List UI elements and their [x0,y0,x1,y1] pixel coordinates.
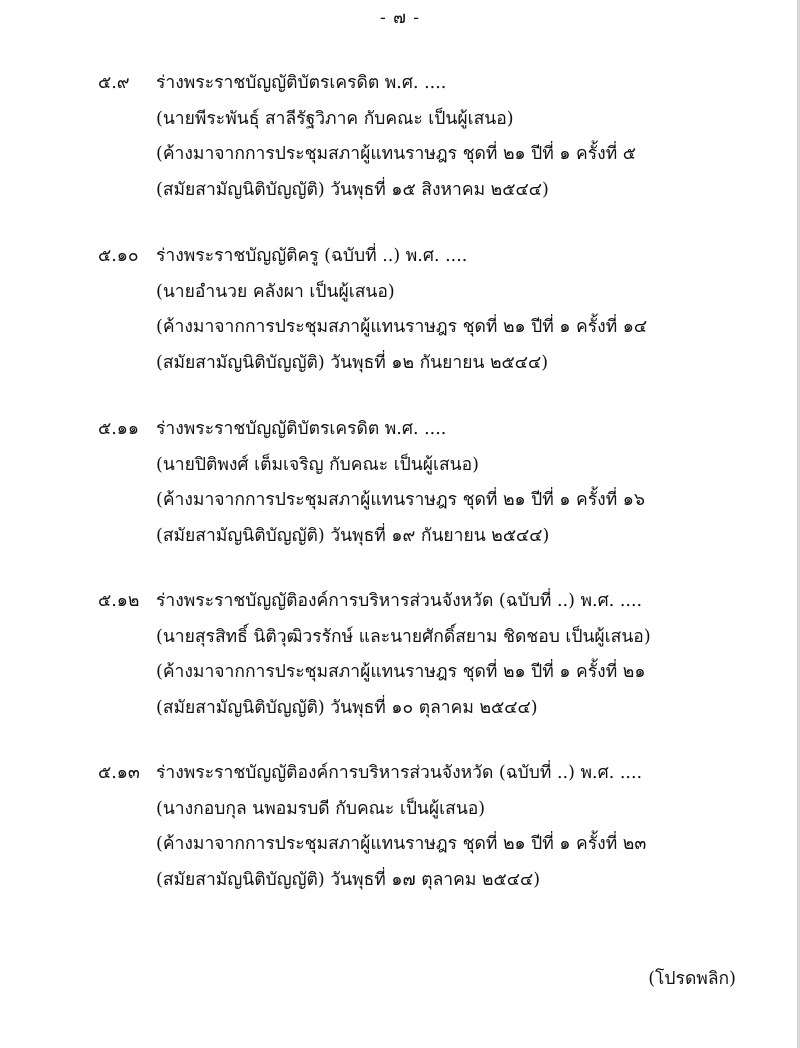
item-number: ๕.๑๒ [98,591,140,611]
item-carried-over: (ค้างมาจากการประชุมสภาผู้แทนราษฎร ชุดที่ ๒๑ ปีที่ ๑ ครั้งที่ ๑๔ [156,317,648,337]
item-proposer: (นายอำนวย คลังผา เป็นผู้เสนอ) [156,281,395,302]
item-title: ร่างพระราชบัญญัติบัตรเครดิต พ.ศ. .... [156,73,447,93]
item-proposer: (นายปิติพงศ์ เต็มเจริญ กับคณะ เป็นผู้เสนอ) [156,454,479,475]
item-number: ๕.๑๑ [98,419,140,439]
item-number: ๕.๑๐ [98,246,139,266]
item-session: (สมัยสามัญนิติบัญญัติ) วันพุธที่ ๑๙ กันยายน ๒๕๔๔) [156,525,550,546]
item-title: ร่างพระราชบัญญัติครู (ฉบับที่ ..) พ.ศ. .... [156,246,468,266]
item-title-line [98,412,778,448]
please-turn-over-note: (โปรดพลิก) [648,969,736,989]
item-session: (สมัยสามัญนิติบัญญัติ) วันพุธที่ ๑๐ ตุลาคม ๒๕๔๔) [156,697,538,718]
agenda-item [98,412,778,554]
item-proposer: (นายสุรสิทธิ์ นิติวุฒิวรรักษ์ และนายศักดิ์สยาม ชิดชอบ เป็นผู้เสนอ) [156,626,651,647]
item-carried-over: (ค้างมาจากการประชุมสภาผู้แทนราษฎร ชุดที่ ๒๑ ปีที่ ๑ ครั้งที่ ๒๑ [156,662,646,682]
agenda-item [98,66,778,208]
item-carried-over: (ค้างมาจากการประชุมสภาผู้แทนราษฎร ชุดที่ ๒๑ ปีที่ ๑ ครั้งที่ ๕ [156,144,637,164]
item-title: ร่างพระราชบัญญัติบัตรเครดิต พ.ศ. .... [156,419,447,439]
agenda-item [98,756,778,898]
agenda-item [98,584,778,726]
item-carried-over: (ค้างมาจากการประชุมสภาผู้แทนราษฎร ชุดที่ ๒๑ ปีที่ ๑ ครั้งที่ ๒๓ [156,834,647,854]
item-number: ๕.๙ [98,73,130,93]
item-title-line [98,756,778,792]
item-number: ๕.๑๓ [98,763,140,783]
item-proposer: (นายพีระพันธุ์ สาลีรัฐวิภาค กับคณะ เป็นผู้เสนอ) [156,108,514,129]
item-title-line [98,66,778,102]
item-title-line [98,584,778,620]
item-proposer: (นางกอบกุล นพอมรบดี กับคณะ เป็นผู้เสนอ) [156,798,486,819]
item-title-line [98,239,778,275]
agenda-item [98,239,778,381]
item-session: (สมัยสามัญนิติบัญญัติ) วันพุธที่ ๑๕ สิงหาคม ๒๕๔๔) [156,179,549,200]
item-title: ร่างพระราชบัญญัติองค์การบริหารส่วนจังหวัด (ฉบับที่ ..) พ.ศ. .... [156,763,643,783]
item-session: (สมัยสามัญนิติบัญญัติ) วันพุธที่ ๑๒ กันยายน ๒๕๔๔) [156,352,549,373]
item-title: ร่างพระราชบัญญัติองค์การบริหารส่วนจังหวัด (ฉบับที่ ..) พ.ศ. .... [156,591,643,611]
page-number: - ๗ - [379,8,421,28]
item-carried-over: (ค้างมาจากการประชุมสภาผู้แทนราษฎร ชุดที่ ๒๑ ปีที่ ๑ ครั้งที่ ๑๖ [156,490,646,510]
item-session: (สมัยสามัญนิติบัญญัติ) วันพุธที่ ๑๗ ตุลาคม ๒๕๔๔) [156,869,541,890]
